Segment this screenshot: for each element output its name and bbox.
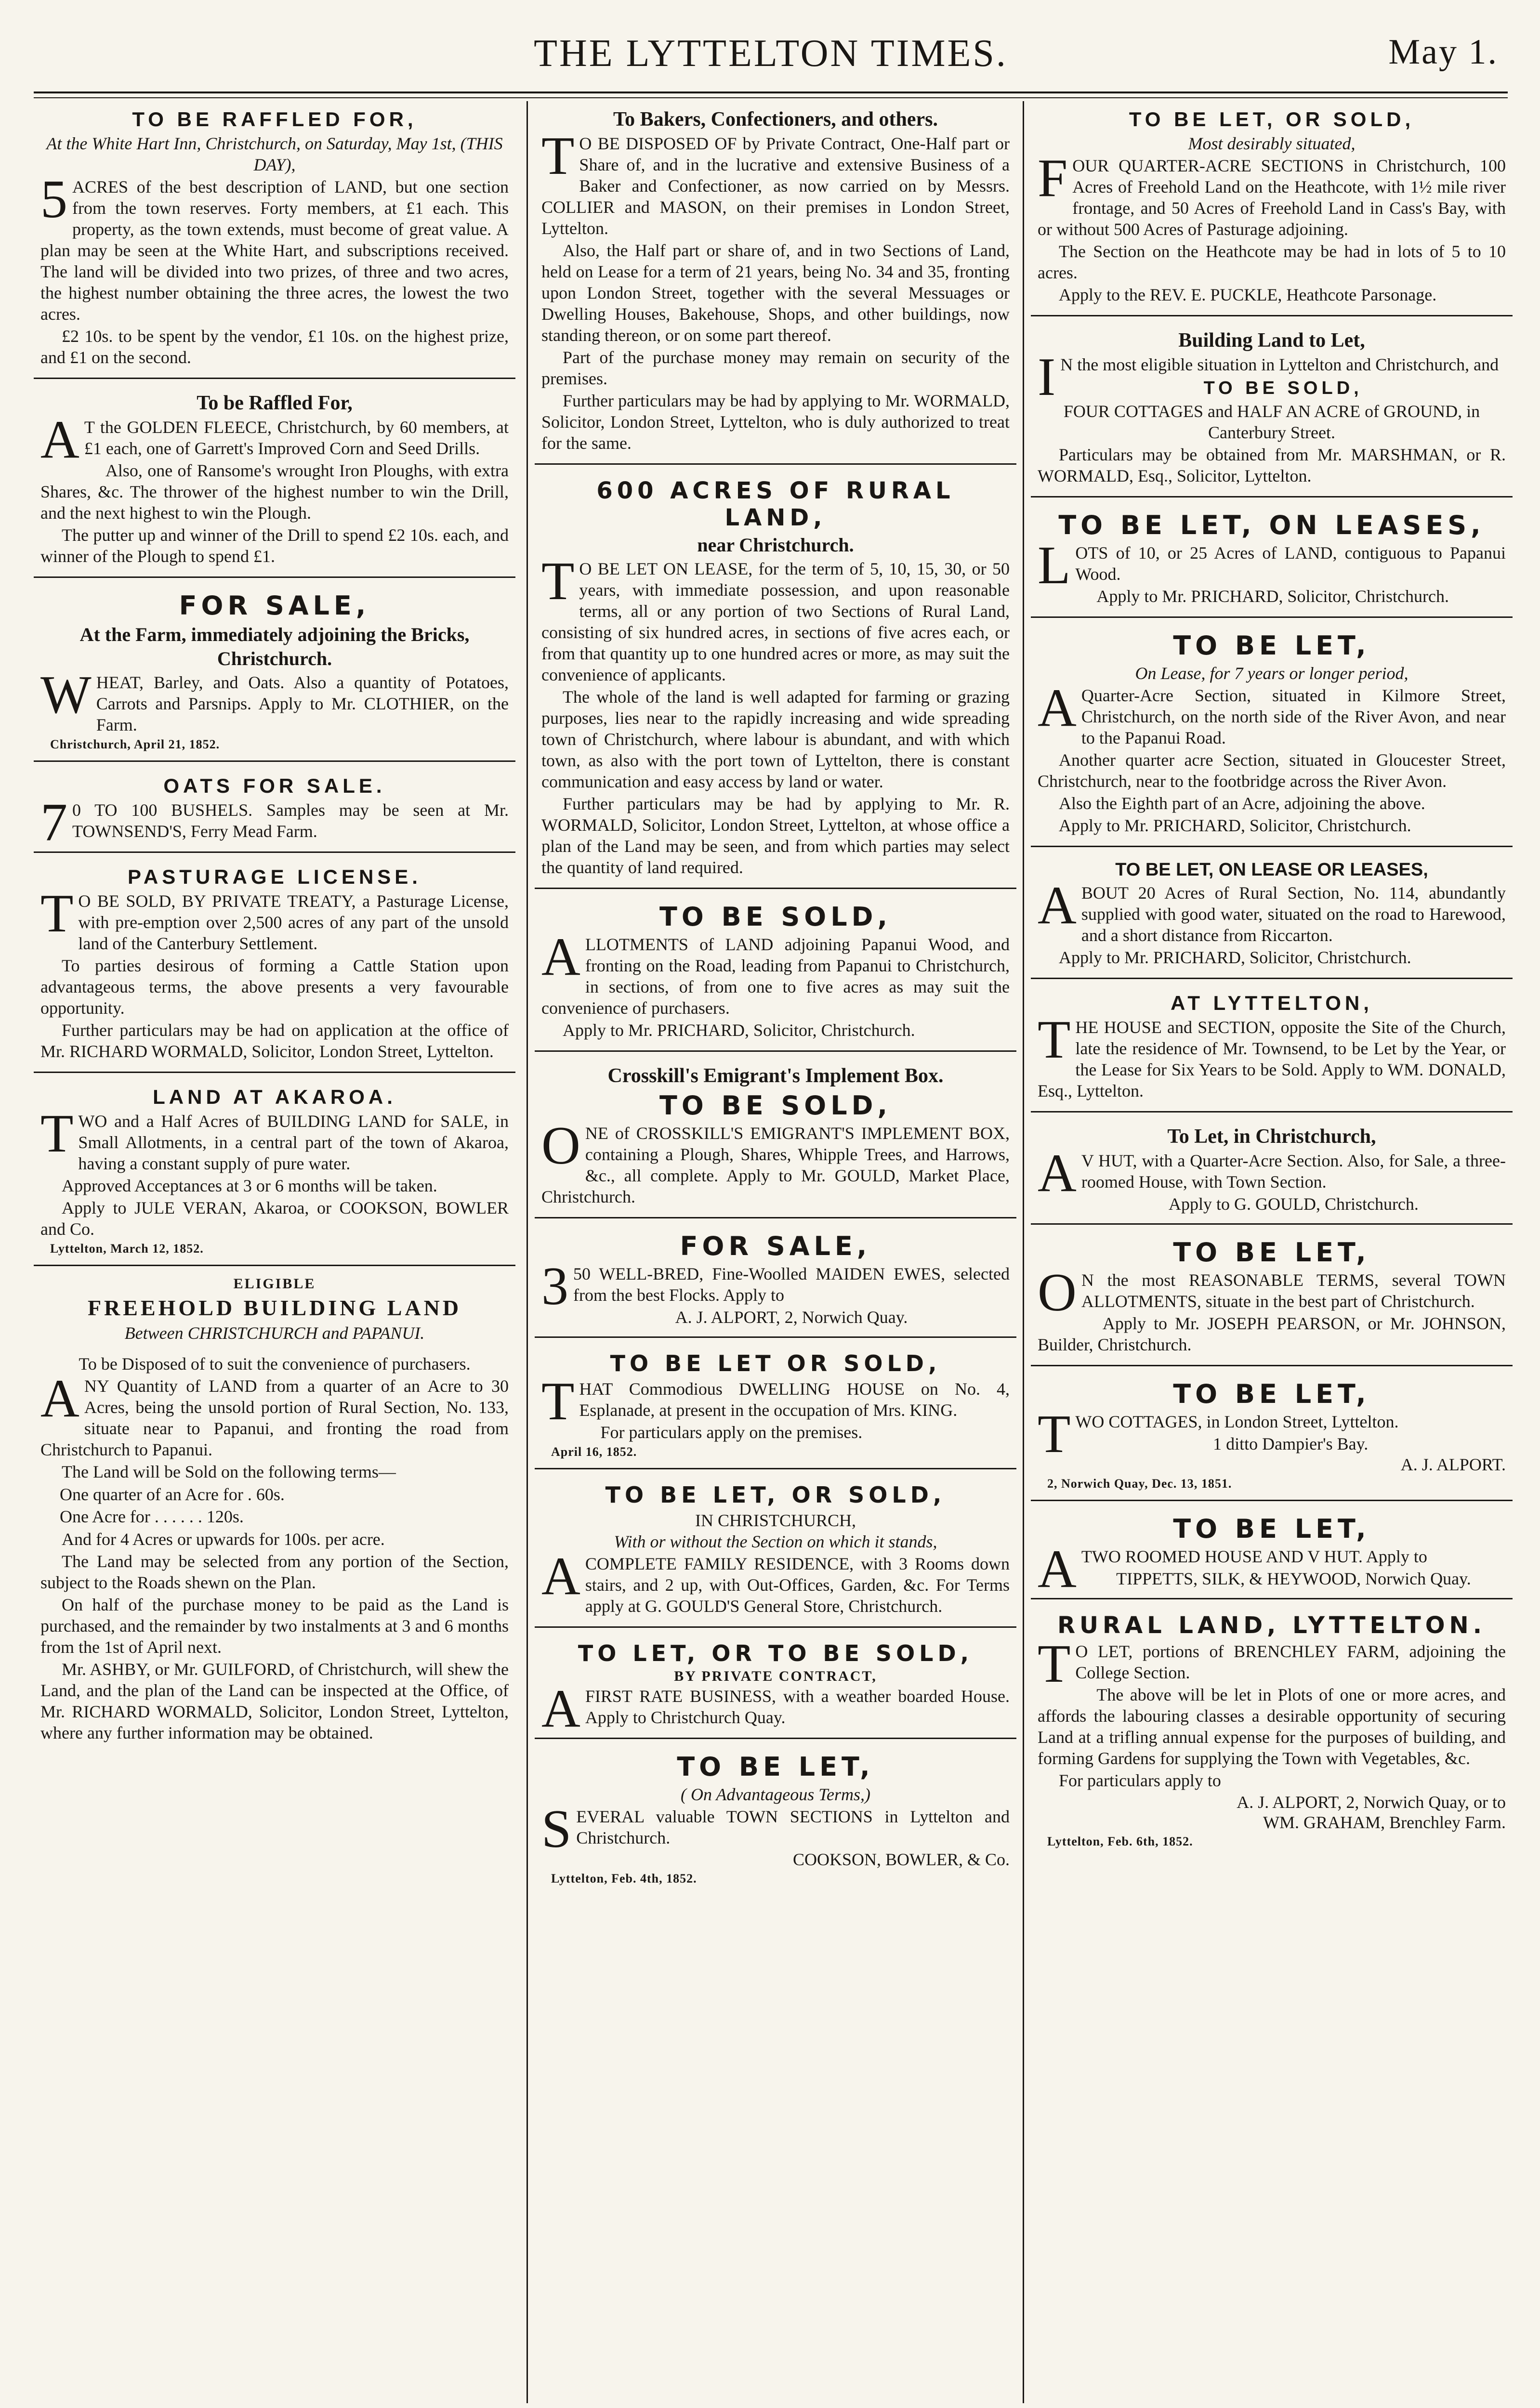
ad-heading: TO BE LET, [1173, 1379, 1370, 1409]
ad-preheading: Crosskill's Emigrant's Implement Box. [607, 1065, 944, 1087]
ad-text: Mr. ASHBY, or Mr. GUILFORD, of Christchurch, will shew the Land, and the plan of the Land can be inspected at the Office, of Mr. RICHARD WORMALD, Solicitor, London Street, Lyttelton, where any further information may be obtained. [40, 1660, 509, 1742]
ad-text: TO BE LET ON LEASE, for the term of 5, 10, 15, 30, or 50 years, with immediate possession, and upon reasonable terms, all or any portion of two Sections of Rural Land, consisting of six hundred acres, in sections of five acres each, or from that quantity up to one hundred acres or more, as may suit the convenience of applicants. [541, 551, 1010, 684]
ad-heading: AT LYTTELTON, [1171, 992, 1373, 1014]
ad-building-land [1031, 322, 1513, 497]
ad-heading: TO BE LET, OR SOLD, [605, 1482, 946, 1508]
ad-text: AT the GOLDEN FLEECE, Christchurch, by 60 members, at £1 each, one of Garrett's Improved Corn and Seed Drills. [40, 410, 509, 470]
ad-text: ALLOTMENTS of LAND adjoining Papanui Wood, and fronting on the Road, leading from Papanui to Christchurch, in sections, of from one to five acres as may suit the convenience of purchasers. [541, 927, 1010, 1018]
ad-heading: To Let, in Christchurch, [1167, 1125, 1376, 1148]
ad-subheading: With or without the Section on which it stands, [614, 1532, 937, 1551]
ad-kilmore-street [1031, 624, 1513, 847]
ad-pasturage [34, 859, 515, 1073]
ad-subheading: near Christchurch. [697, 534, 854, 556]
ad-text: Apply to Mr. PRICHARD, Solicitor, Christchurch. [1059, 948, 1411, 967]
ad-rural-section-114 [1031, 853, 1513, 979]
ad-text: ACOMPLETE FAMILY RESIDENCE, with 3 Rooms down stairs, and 2 up, with Out-Offices, Garden, &c. For Terms apply at G. GOULD'S General Store, Christchurch. [541, 1546, 1010, 1616]
ad-heading: TO BE LET, [677, 1752, 874, 1782]
ad-text: Approved Acceptances at 3 or 6 months will be taken. [62, 1176, 437, 1195]
ad-heading: TO BE LET, [1173, 630, 1370, 661]
newspaper-title: THE LYTTELTON TIMES. [534, 32, 1008, 75]
ad-heading: RURAL LAND, LYTTELTON. [1057, 1612, 1486, 1639]
ad-text: ON the most REASONABLE TERMS, several TOWN ALLOTMENTS, situate in the best part of Christchurch. [1038, 1263, 1506, 1322]
ad-text: £2 10s. to be spent by the vendor, £1 10s. on the highest prize, and £1 on the second. [40, 327, 509, 367]
ad-text: THE HOUSE and SECTION, opposite the Site of the Church, late the residence of Mr. Townsend, to be Let by the Year, or the Lease for Six Years to be Sold. Apply to WM. DONALD, Esq., Lyttelton. [1038, 1010, 1506, 1100]
ad-brenchley-farm [1031, 1605, 1513, 1858]
ad-text: Apply to Mr. PRICHARD, Solicitor, Christchurch. [1059, 816, 1411, 835]
ad-text: Particulars may be obtained from Mr. MARSHMAN, or R. WORMALD, Esq., Solicitor, Lyttelton. [1038, 445, 1506, 485]
ad-akaroa-land [34, 1079, 515, 1266]
ad-subheading: Between CHRISTCHURCH and PAPANUI. [124, 1323, 425, 1343]
ad-text: Further particulars may be had by applying to Mr. R. WORMALD, Solicitor, London Street, Lyttelton, at whose office a plan of the Land may be seen, and from which parties may select the quantity of land required. [541, 794, 1010, 877]
ad-text: TO LET, portions of BRENCHLEY FARM, adjoining the College Section. [1038, 1634, 1506, 1694]
ad-text: Further particulars may be had by applying to Mr. WORMALD, Solicitor, London Street, Lyttelton, who is duly authorized to treat for the same. [541, 391, 1010, 453]
ad-raffle-white-hart [34, 101, 515, 379]
ad-text: The Section on the Heathcote may be had in lots of 5 to 10 acres. [1038, 242, 1506, 282]
ad-signature: A. J. ALPORT. [1400, 1455, 1506, 1474]
ad-quarter-acre-sections [1031, 101, 1513, 316]
ad-text: ANY Quantity of LAND from a quarter of an Acre to 30 Acres, being the unsold portion of Rural Section, No. 133, situate near to Papanui, and fronting the road from Christchurch to Papanui. [40, 1369, 509, 1459]
ad-text: Apply to Mr. PRICHARD, Solicitor, Christchurch. [563, 1021, 915, 1040]
ad-two-cottages [1031, 1372, 1513, 1501]
ad-date: Lyttelton, Feb. 6th, 1852. [1047, 1834, 1193, 1848]
ad-subheading: ( On Advantageous Terms,) [681, 1785, 870, 1804]
masthead [34, 19, 1508, 87]
ad-text: To parties desirous of forming a Cattle Station upon advantageous terms, the above presents a very favourable opportunity. [40, 956, 509, 1018]
column-divider [1023, 101, 1024, 2403]
ad-heading: FOR SALE, [179, 590, 370, 621]
ad-family-residence [535, 1475, 1016, 1628]
ad-crosskill-box [535, 1058, 1016, 1218]
ad-text: Apply to JULE VERAN, Akaroa, or COOKSON, BOWLER and Co. [40, 1198, 509, 1239]
ad-date: Lyttelton, March 12, 1852. [50, 1242, 204, 1256]
ad-text: The Land may be selected from any portion of the Section, subject to the Roads shewn on the Plan. [40, 1552, 509, 1592]
ad-text: 70 TO 100 BUSHELS. Samples may be seen at Mr. TOWNSEND'S, Ferry Mead Farm. [40, 793, 509, 852]
ad-subheading: At the Farm, immediately adjoining the Bricks, Christchurch. [79, 624, 470, 669]
ad-preheading: ELIGIBLE [233, 1276, 316, 1292]
column-1 [34, 101, 515, 2403]
ad-date: Christchurch, April 21, 1852. [50, 737, 220, 751]
ad-text: On half of the purchase money to be paid as the Land is purchased, and the remainder by two instalments at 3 and 6 months from the 1st of April next. [40, 1595, 509, 1657]
ad-text: For particulars apply to [1059, 1771, 1221, 1790]
ad-text: ONE of CROSSKILL'S EMIGRANT'S IMPLEMENT BOX, containing a Plough, Shares, Whipple Trees, and Harrows, &c., all complete. Apply to Mr. GOULD, Market Place, Christchurch. [541, 1116, 1010, 1206]
price-row: One quarter of an Acre for . 60s. [60, 1485, 285, 1504]
ad-text: 1 ditto Dampier's Bay. [1213, 1434, 1369, 1453]
ad-subheading: On Lease, for 7 years or longer period, [1135, 664, 1408, 683]
ad-heading: Building Land to Let, [1178, 329, 1365, 352]
masthead-rule [34, 92, 1508, 98]
ad-town-sections [535, 1745, 1016, 1895]
ad-heading: TO BE LET, ON LEASES, [1058, 510, 1485, 540]
column-divider [526, 101, 528, 2403]
ad-ewes [535, 1224, 1016, 1338]
ad-subheading: Most desirably situated, [1188, 134, 1356, 153]
ad-date: Lyttelton, Feb. 4th, 1852. [551, 1871, 697, 1885]
ad-text: IN the most eligible situation in Lyttelton and Christchurch, and [1038, 347, 1499, 407]
ad-heading: TO BE LET, ON LEASE OR LEASES, [1115, 860, 1428, 880]
ad-heading: TO BE RAFFLED FOR, [132, 108, 417, 131]
ad-text: The whole of the land is well adapted for farming or grazing purposes, lies near to the rapidly increasing and wide spreading town of Christchurch, where labour is abundant, and with which town, as also with the port town of Lyttelton, there is constant communication and easy access by land or water. [541, 687, 1010, 791]
issue-date: May 1. [1388, 32, 1498, 72]
ad-heading: TO BE LET, [1173, 1514, 1370, 1544]
ad-text: WHEAT, Barley, and Oats. Also a quantity of Potatoes, Carrots and Parsnips. Apply to Mr. CLOTHIER, on the Farm. [40, 665, 509, 734]
ad-text: Also the Eighth part of an Acre, adjoining the above. [1059, 794, 1425, 813]
ad-midheading: TO BE SOLD, [1203, 378, 1363, 398]
ad-signature: COOKSON, BOWLER, & Co. [792, 1850, 1010, 1869]
ad-text: 350 WELL-BRED, Fine-Woolled MAIDEN EWES, selected from the best Flocks. Apply to [541, 1256, 1010, 1316]
ad-lots-on-leases [1031, 503, 1513, 618]
ad-heading: TO BE LET OR SOLD, [610, 1350, 941, 1376]
ad-bakers [535, 101, 1016, 465]
ad-heading: PASTURAGE LICENSE. [128, 865, 421, 888]
column-3 [1031, 101, 1513, 2403]
ad-date: 2, Norwich Quay, Dec. 13, 1851. [1047, 1477, 1232, 1491]
ad-oats [34, 768, 515, 853]
ad-signature: WM. GRAHAM, Brenchley Farm. [1263, 1813, 1506, 1832]
ad-text: Further particulars may be had on application at the office of Mr. RICHARD WORMALD, Solicitor, London Street, Lyttelton. [40, 1021, 509, 1061]
ad-text: Another quarter acre Section, situated in Gloucester Street, Christchurch, near to the footbridge across the River Avon. [1038, 750, 1506, 791]
ad-text: Apply to the REV. E. PUCKLE, Heathcote Parsonage. [1059, 285, 1437, 304]
ad-text: Apply to Mr. PRICHARD, Solicitor, Christchurch. [1096, 587, 1449, 606]
ad-text: Apply to Mr. JOSEPH PEARSON, or Mr. JOHNSON, Builder, Christchurch. [1038, 1314, 1506, 1354]
ad-text: TWO COTTAGES, in London Street, Lyttelton. [1038, 1404, 1399, 1464]
ad-heading: 600 ACRES OF RURAL LAND, [596, 477, 955, 531]
ad-freehold-land [34, 1272, 515, 1753]
ad-heading: TO BE LET, [1173, 1237, 1370, 1268]
ad-papanui-allotments [535, 895, 1016, 1052]
ad-rural-land-600 [535, 471, 1016, 889]
ad-signature: TIPPETTS, SILK, & HEYWOOD, Norwich Quay. [1116, 1569, 1471, 1588]
ad-heading: LAND AT AKAROA. [153, 1086, 396, 1108]
ad-text: LOTS of 10, or 25 Acres of LAND, contiguous to Papanui Wood. [1038, 536, 1506, 595]
ad-text: ATWO ROOMED HOUSE AND V HUT. Apply to [1038, 1539, 1427, 1599]
ad-heading: FREEHOLD BUILDING LAND [87, 1296, 462, 1320]
ad-farm-sale [34, 584, 515, 762]
ad-text: Apply to G. GOULD, Christchurch. [1168, 1194, 1419, 1214]
ad-text: FOUR COTTAGES and HALF AN ACRE of GROUND, in Canterbury Street. [1063, 402, 1480, 442]
ad-raffle-golden-fleece [34, 385, 515, 578]
ad-signature: A. J. ALPORT, 2, Norwich Quay. [675, 1308, 908, 1327]
ad-text: Part of the purchase money may remain on security of the premises. [541, 348, 1010, 388]
ad-text: FOUR QUARTER-ACRE SECTIONS in Christchurch, 100 Acres of Freehold Land on the Heathcote, with 1½ mile river frontage, and 50 Acres of Freehold Land in Cass's Bay, with or without 500 Acres of Pasturage adjoining. [1038, 148, 1506, 239]
ad-heading: TO BE SOLD, [659, 1090, 892, 1121]
ad-text: Also, one of Ransome's wrought Iron Ploughs, with extra Shares, &c. The thrower of the highest number to win the Drill, and the next highest to win the Plough. [40, 461, 509, 523]
ad-heading: OATS FOR SALE. [163, 774, 386, 797]
ad-text: And for 4 Acres or upwards for 100s. per acre. [62, 1530, 385, 1549]
ad-text: AFIRST RATE BUSINESS, with a weather boarded House. Apply to Christchurch Quay. [541, 1679, 1010, 1739]
ad-text: The above will be let in Plots of one or more acres, and affords the labouring classes a desirable opportunity of securing Land at a trifling annual expense for the purposes of building, and forming Gardens for supplying the Town with Vegetables, &c. [1038, 1685, 1506, 1768]
ad-signature: A. J. ALPORT, 2, Norwich Quay, or to [1237, 1793, 1506, 1812]
ad-text: TWO and a Half Acres of BUILDING LAND for SALE, in Small Allotments, in a central part of the town of Akaroa, having a constant supply of pure water. [40, 1104, 509, 1173]
ad-text: For particulars apply on the premises. [600, 1423, 863, 1442]
ad-two-roomed-house [1031, 1507, 1513, 1599]
column-2 [535, 101, 1016, 2403]
ad-heading: To be Raffled For, [197, 392, 353, 414]
ad-text: The Land will be Sold on the following terms— [62, 1462, 396, 1481]
ad-text: TO BE DISPOSED OF by Private Contract, One-Half part or Share of, and in the lucrative and extensive Business of a Baker and Confectioner, as now carried on by Messrs. COLLIER and MASON, on their premises in London Street, Lyttelton. [541, 126, 1010, 238]
ad-text: 5ACRES of the best description of LAND, but one section from the town reserves. Forty members, at £1 each. This property, as the town extends, must become of great value. A plan may be seen at the White Hart, and subscriptions received. The land will be divided into two prizes, of three and two acres, the highest number obtaining the three acres, the lowest the two acres. [40, 170, 509, 324]
ad-v-hut [1031, 1118, 1513, 1225]
ad-town-allotments [1031, 1230, 1513, 1366]
ad-text: AV HUT, with a Quarter-Acre Section. Also, for Sale, a three-roomed House, with Town Section. [1038, 1143, 1506, 1203]
ad-heading: To Bakers, Confectioners, and others. [613, 108, 938, 131]
ad-heading: FOR SALE, [680, 1231, 871, 1261]
ad-text: The putter up and winner of the Drill to spend £2 10s. each, and winner of the Plough to spend £1. [40, 525, 509, 566]
ad-text: AQuarter-Acre Section, situated in Kilmore Street, Christchurch, on the north side of the River Avon, and near to the Papanui Road. [1038, 678, 1506, 747]
ad-heading: TO BE SOLD, [659, 902, 892, 932]
price-row: One Acre for . . . . . . 120s. [60, 1507, 244, 1526]
ad-heading: TO LET, OR TO BE SOLD, [578, 1640, 974, 1666]
ad-business [535, 1634, 1016, 1739]
ad-text: ABOUT 20 Acres of Rural Section, No. 114, abundantly supplied with good water, situated on the road to Harewood, and a short distance from Riccarton. [1038, 876, 1506, 945]
ad-house-at-lyttelton [1031, 985, 1513, 1112]
ad-subheading: At the White Hart Inn, Christchurch, on Saturday, May 1st, (THIS DAY), [46, 134, 503, 174]
ad-heading: TO BE LET, OR SOLD, [1129, 108, 1415, 131]
ad-text: Also, the Half part or share of, and in two Sections of Land, held on Lease for a term of 21 years, being No. 34 and 35, fronting upon London Street, together with the several Messuages or Dwelling Houses, Bakehouse, Shops, and other buildings, now standing thereon, or on some part thereof. [541, 241, 1010, 345]
ad-text: THAT Commodious DWELLING HOUSE on No. 4, Esplanade, at present in the occupation of Mrs. KING. [541, 1372, 1010, 1431]
ad-subheading: IN CHRISTCHURCH, [695, 1511, 856, 1530]
ad-intro: To be Disposed of to suit the convenience of purchasers. [79, 1354, 471, 1374]
ad-date: April 16, 1852. [551, 1445, 637, 1459]
ad-text: SEVERAL valuable TOWN SECTIONS in Lyttelton and Christchurch. [541, 1799, 1010, 1859]
ad-dwelling-house [535, 1344, 1016, 1469]
ad-text: TO BE SOLD, BY PRIVATE TREATY, a Pasturage License, with pre-emption over 2,500 acres of any part of the unsold land of the Canterbury Settlement. [40, 884, 509, 953]
ad-subheading: BY PRIVATE CONTRACT, [674, 1668, 877, 1684]
